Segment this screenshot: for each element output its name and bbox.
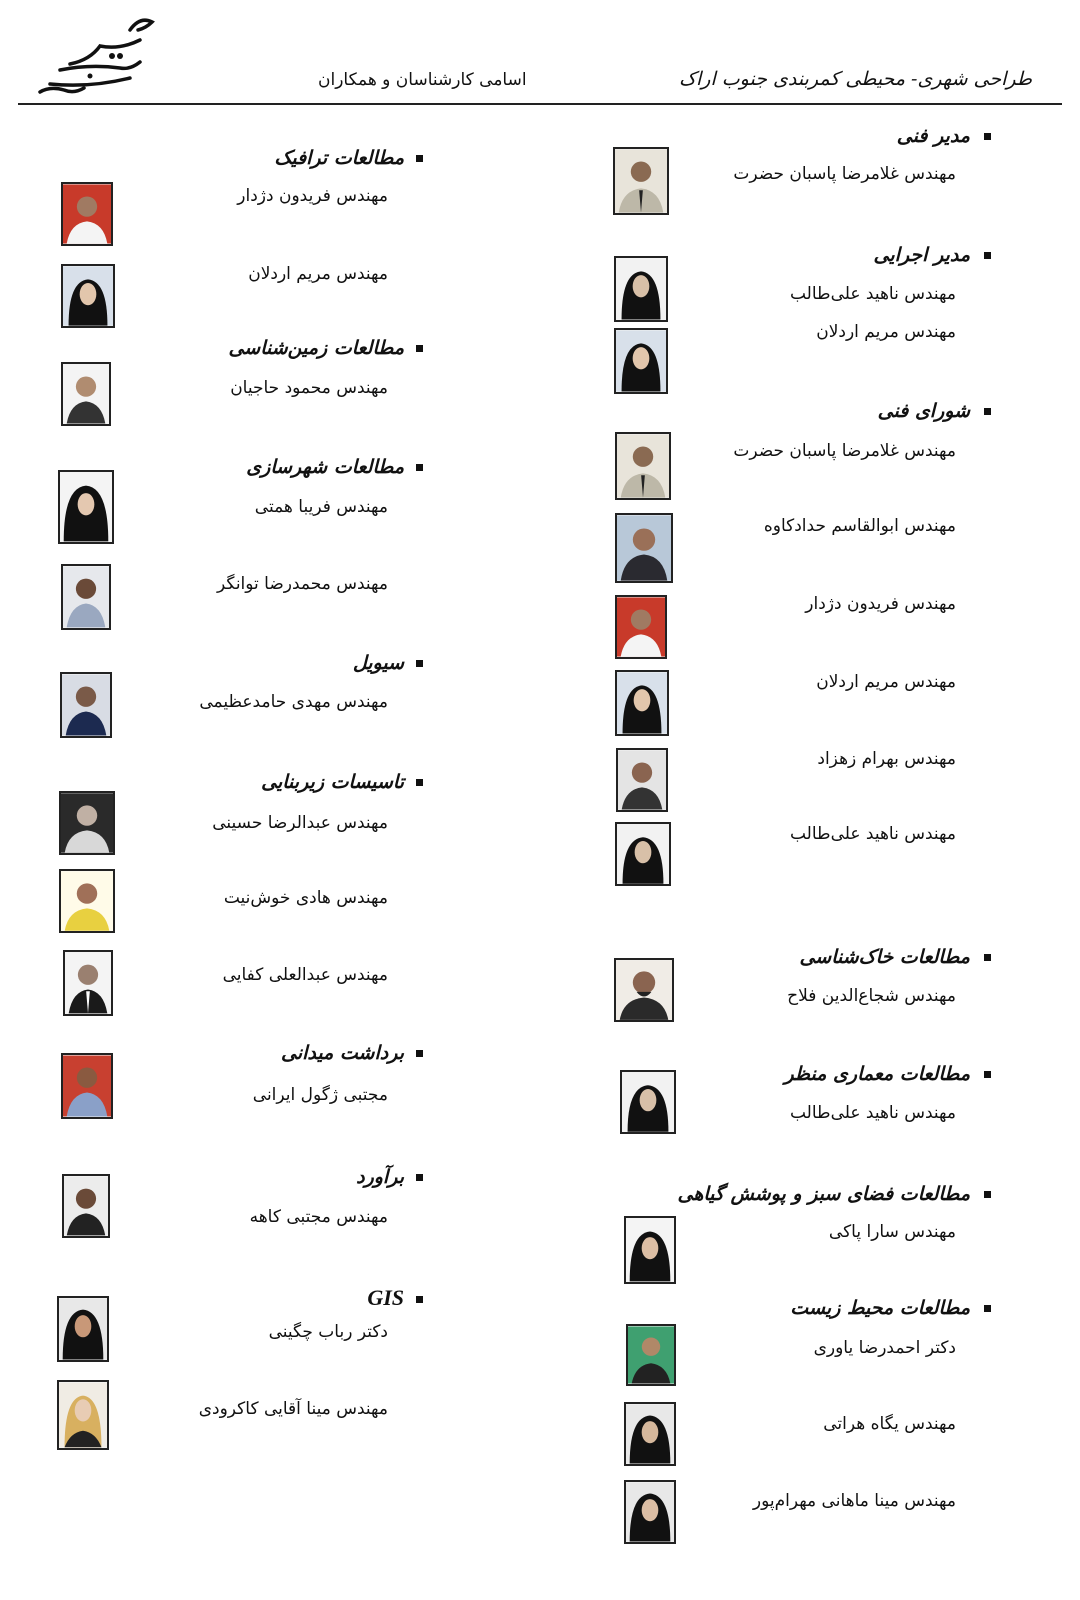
person-photo [626, 1324, 676, 1386]
engineer-name: مهندس غلامرضا پاسبان حضرت [733, 164, 956, 184]
person-photo [615, 822, 671, 886]
engineer-name: مهندس فریدون دژدار [805, 594, 956, 614]
engineer-name: مهندس مجتبی کاهه [249, 1207, 388, 1227]
section-title: تاسیسات زیربنایی [261, 771, 404, 793]
engineer-name: مهندس مریم اردلان [816, 672, 956, 692]
section-title: مدیر فنی [896, 125, 970, 147]
engineer-name: مهندس شجاع‌الدین فلاح [787, 986, 956, 1006]
doc-title: طراحی شهری- محیطی کمربندی جنوب اراک [678, 68, 1032, 90]
bullet-icon [416, 779, 423, 786]
bullet-icon [984, 133, 991, 140]
bullet-icon [416, 464, 423, 471]
section-title: مطالعات فضای سبز و پوشش گیاهی [677, 1183, 970, 1205]
section-title: سیویل [352, 652, 404, 674]
engineer-name: مهندس مریم اردلان [816, 322, 956, 342]
person-photo [59, 791, 115, 855]
logo-icon [20, 10, 160, 106]
bullet-icon [984, 954, 991, 961]
person-photo [620, 1070, 676, 1134]
person-photo [61, 564, 111, 630]
person-photo [614, 328, 668, 394]
bullet-icon [416, 660, 423, 667]
bullet-icon [416, 155, 423, 162]
person-photo [616, 748, 668, 812]
section-title: مطالعات خاک‌شناسی [799, 946, 970, 968]
bullet-icon [984, 1305, 991, 1312]
engineer-name: دکتر احمدرضا یاوری [813, 1338, 956, 1358]
header-divider [18, 103, 1062, 105]
engineer-name: مجتبی ژگول ایرانی [252, 1085, 388, 1105]
person-photo [615, 513, 673, 583]
section-title: مطالعات محیط زیست [790, 1297, 970, 1319]
engineer-name: مهندس محمود حاجیان [230, 378, 388, 398]
engineer-name: مهندس غلامرضا پاسبان حضرت [733, 441, 956, 461]
bullet-icon [416, 1050, 423, 1057]
bullet-icon [416, 1174, 423, 1181]
person-photo [614, 256, 668, 322]
section-title: مدیر اجرایی [873, 244, 970, 266]
section-title: مطالعات معماری منظر [784, 1063, 970, 1085]
engineer-name: مهندس ناهید علی‌طالب [789, 1103, 956, 1123]
person-photo [59, 869, 115, 933]
engineer-name: مهندس بهرام زهزاد [817, 749, 956, 769]
engineer-name: مهندس عبدالعلی کفایی [222, 965, 388, 985]
section-title: برداشت میدانی [281, 1042, 404, 1064]
engineer-name: مهندس مریم اردلان [248, 264, 388, 284]
engineer-name: مهندس فریدون دژدار [237, 186, 388, 206]
person-photo [61, 264, 115, 328]
person-photo [62, 1174, 110, 1238]
person-photo [63, 950, 113, 1016]
engineer-name: دکتر رباب چگینی [268, 1322, 388, 1342]
bullet-icon [984, 1191, 991, 1198]
person-photo [615, 670, 669, 736]
person-photo [615, 432, 671, 500]
person-photo [61, 182, 113, 246]
engineer-name: مهندس ابوالقاسم حدادکاوه [763, 516, 956, 536]
person-photo [615, 595, 667, 659]
person-photo [60, 672, 112, 738]
section-title: مطالعات زمین‌شناسی [228, 337, 404, 359]
section-title: مطالعات ترافیک [274, 147, 404, 169]
engineer-name: مهندس محمدرضا توانگر [217, 574, 388, 594]
person-photo [57, 1380, 109, 1450]
section-title: مطالعات شهرسازی [246, 456, 404, 478]
engineer-name: مهندس مینا ماهانی مهرام‌پور [752, 1491, 956, 1511]
person-photo [624, 1480, 676, 1544]
engineer-name: مهندس فریبا همتی [254, 497, 388, 517]
person-photo [57, 1296, 109, 1362]
person-photo [614, 958, 674, 1022]
person-photo [624, 1216, 676, 1284]
section-title: GIS [367, 1285, 404, 1310]
section-title: شورای فنی [877, 400, 970, 422]
person-photo [624, 1402, 676, 1466]
page-header [18, 10, 1062, 106]
engineer-name: مهندس سارا پاکی [828, 1222, 956, 1242]
doc-subtitle: اسامی کارشناسان و همکاران [318, 70, 527, 90]
person-photo [61, 362, 111, 426]
bullet-icon [984, 408, 991, 415]
engineer-name: مهندس ناهید علی‌طالب [789, 284, 956, 304]
bullet-icon [416, 1296, 423, 1303]
engineer-name: مهندس ناهید علی‌طالب [789, 824, 956, 844]
person-photo [61, 1053, 113, 1119]
engineer-name: مهندس عبدالرضا حسینی [212, 813, 388, 833]
person-photo [58, 470, 114, 544]
engineer-name: مهندس هادی خوش‌نیت [223, 888, 388, 908]
engineer-name: مهندس یگاه هراتی [823, 1414, 956, 1434]
bullet-icon [984, 252, 991, 259]
engineer-name: مهندس مینا آقایی کاکرودی [198, 1399, 388, 1419]
engineer-name: مهندس مهدی حامدعظیمی [199, 692, 388, 712]
section-title: برآورد [356, 1166, 404, 1188]
person-photo [613, 147, 669, 215]
bullet-icon [416, 345, 423, 352]
bullet-icon [984, 1071, 991, 1078]
